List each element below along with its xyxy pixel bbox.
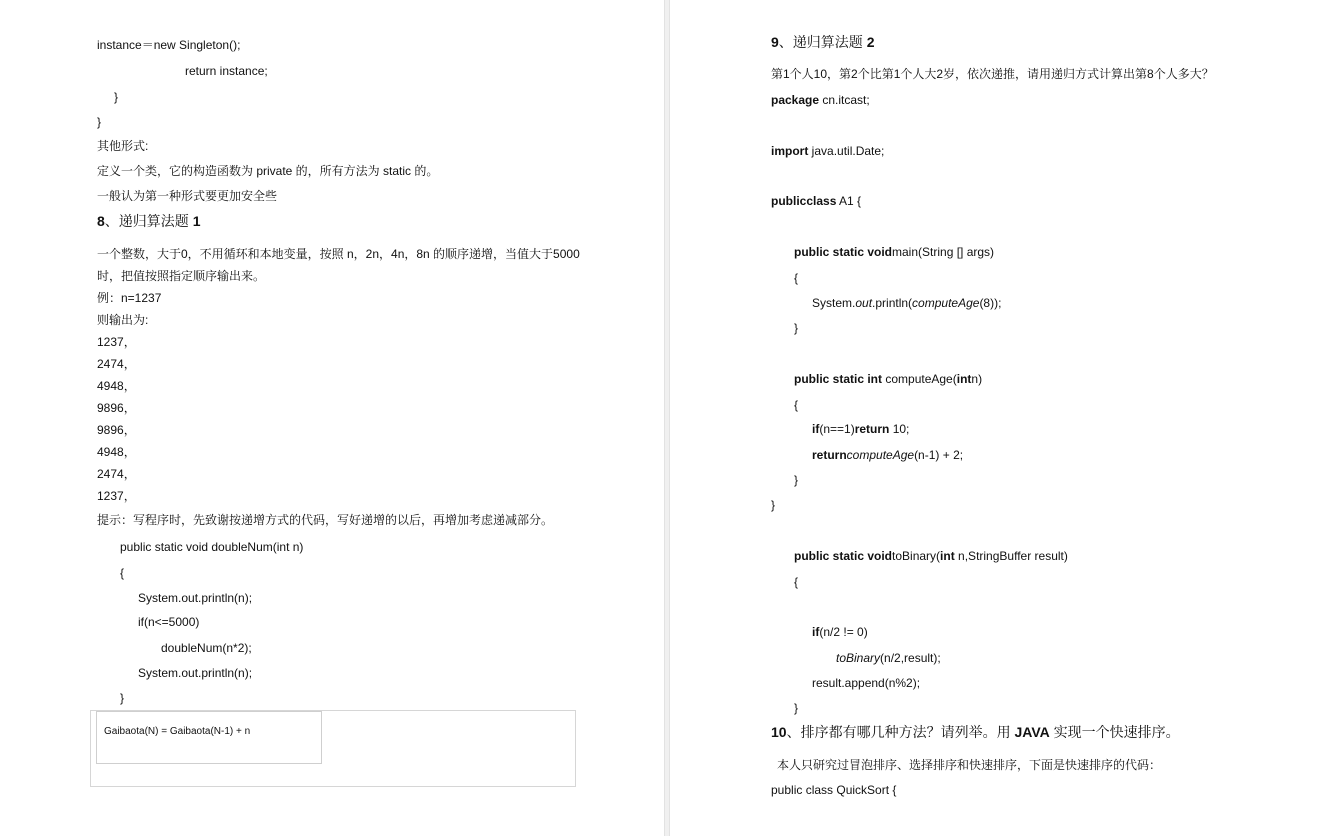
code-line: System.out.println(n); [138, 666, 253, 680]
code-line: returncomputeAge(n-1) + 2; [812, 448, 964, 462]
code-line: public static void doubleNum(int n) [120, 540, 304, 554]
code-line: import java.util.Date; [771, 144, 885, 158]
text-line: 第1个人10，第2个比第1个人大2岁，依次递推，请用递归方式计算出第8个人多大？ [771, 67, 1214, 81]
text-line: 例：n=1237 [97, 291, 162, 305]
code-line: if(n/2 != 0) [812, 625, 868, 639]
text-line: 一般认为第一种形式要更加安全些 [97, 189, 278, 203]
code-line: result.append(n%2); [812, 676, 921, 690]
code-line: package cn.itcast; [771, 93, 870, 107]
code-line: } [794, 321, 799, 335]
text-line: 一个整数，大于0，不用循环和本地变量，按照 n，2n，4n，8n 的顺序递增，当值大于5000 [97, 247, 580, 261]
output-line: 9896， [97, 423, 136, 437]
output-line: 1237， [97, 489, 136, 503]
code-line: if(n==1)return 10; [812, 422, 910, 436]
code-line: public static int computeAge(intn) [794, 372, 983, 386]
output-line: 4948， [97, 379, 136, 393]
code-line: return instance; [185, 64, 268, 78]
code-line: } [794, 701, 799, 715]
text-line: 则输出为: [97, 313, 149, 327]
code-line: System.out.println(n); [138, 591, 253, 605]
code-line: } [771, 498, 776, 512]
output-line: 2474， [97, 357, 136, 371]
q10-heading: 10、排序都有哪几种方法？请列举。用 JAVA 实现一个快速排序。 [771, 724, 1180, 740]
code-line: { [794, 398, 799, 412]
text-line: 定义一个类，它的构造函数为 private 的，所有方法为 static 的。 [97, 164, 439, 178]
code-line: { [794, 271, 799, 285]
right-page [670, 0, 1334, 836]
code-line: if(n<=5000) [138, 615, 200, 629]
output-line: 2474， [97, 467, 136, 481]
text-line: 其他形式: [97, 139, 149, 153]
q9-heading: 9、递归算法题 2 [771, 34, 875, 50]
output-line: 4948， [97, 445, 136, 459]
code-line: } [97, 115, 102, 129]
hint-line: 提示：写程序时，先致谢按递增方式的代码，写好递增的以后，再增加考虑递减部分。 [97, 513, 554, 527]
code-line: } [794, 473, 799, 487]
code-line: public class QuickSort { [771, 783, 897, 797]
code-line: { [120, 566, 125, 580]
output-line: 1237， [97, 335, 136, 349]
text-line: 本人只研究过冒泡排序、选择排序和快速排序，下面是快速排序的代码： [777, 758, 1162, 772]
code-line: toBinary(n/2,result); [836, 651, 941, 665]
code-line: { [794, 575, 799, 589]
output-line: 9896， [97, 401, 136, 415]
code-line: } [114, 90, 119, 104]
q8-heading: 8、递归算法题 1 [97, 213, 201, 229]
code-line: System.out.println(computeAge(8)); [812, 296, 1002, 310]
code-line: instance＝new Singleton(); [97, 38, 241, 52]
code-line: publicclass A1 { [771, 194, 862, 208]
formula-text: Gaibaota(N) = Gaibaota(N-1) + n [104, 726, 251, 737]
code-line: doubleNum(n*2); [161, 641, 252, 655]
code-line: public static voidtoBinary(int n,StringBuffer result) [794, 549, 1068, 563]
code-line: } [120, 691, 125, 705]
text-line: 时，把值按照指定顺序输出来。 [97, 269, 266, 283]
code-line: public static voidmain(String [] args) [794, 245, 995, 259]
